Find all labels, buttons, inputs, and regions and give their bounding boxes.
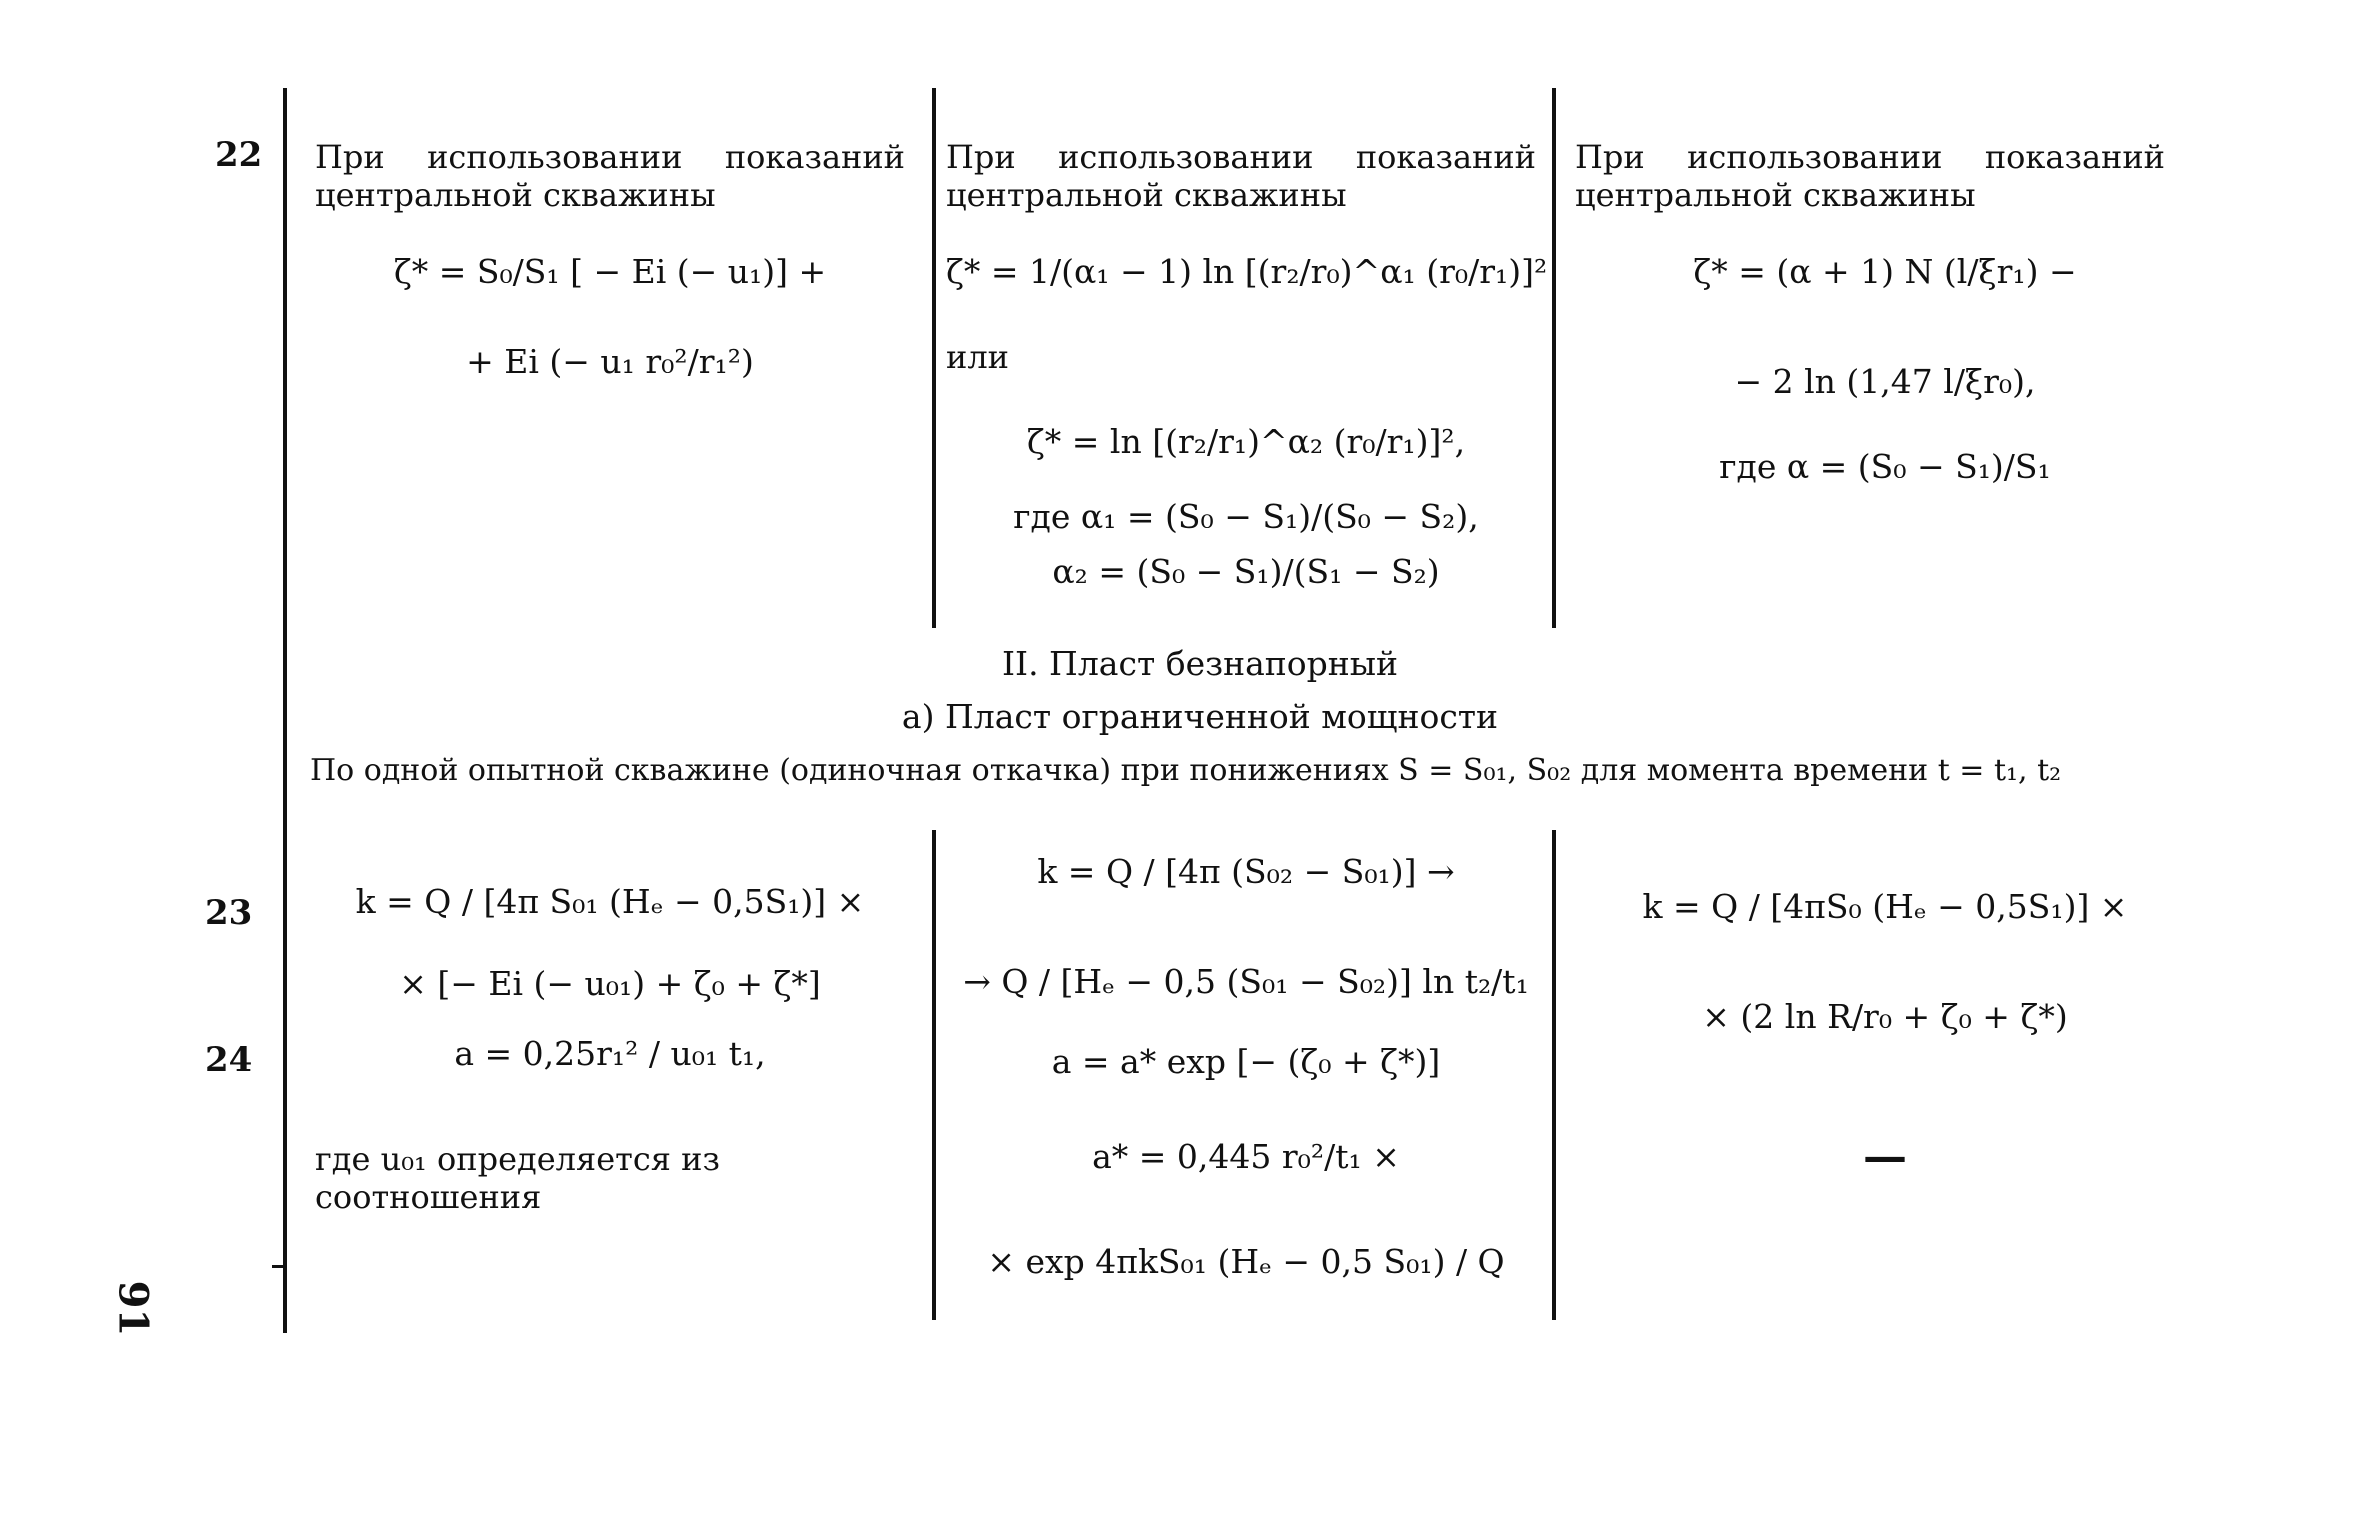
col3-heading	[1575, 138, 2165, 214]
heading-line1: При использовании показаний	[315, 138, 905, 176]
col1-heading	[315, 138, 905, 214]
page-number: 91	[109, 1280, 157, 1337]
left-tick	[272, 1265, 286, 1268]
row-number: 24	[205, 1040, 253, 1080]
r22-col3-formula-1: ζ* = (α + 1) N (l/ξr₁) −	[1693, 252, 2077, 291]
heading-line2: центральной скважины	[946, 176, 1347, 214]
heading-line1: При использовании показаний	[1575, 138, 2165, 176]
r24-col2-formula-2: a* = 0,445 r₀²/t₁ ×	[1092, 1137, 1400, 1176]
r24-col2-formula-3: × exp 4πkS₀₁ (Hₑ − 0,5 S₀₁) / Q	[987, 1242, 1505, 1281]
col-divider-2-top	[1552, 88, 1556, 628]
heading-line2: центральной скважины	[315, 176, 716, 214]
heading-line1: При использовании показаний	[946, 138, 1536, 176]
r23-col2-formula-2: → Q / [Hₑ − 0,5 (S₀₁ − S₀₂)] ln t₂/t₁	[963, 962, 1529, 1001]
r22-col2-where-2: α₂ = (S₀ − S₁)/(S₁ − S₂)	[1052, 552, 1440, 591]
r22-col2-formula-2: ζ* = ln [(r₂/r₁)^α₂ (r₀/r₁)]²,	[1026, 422, 1466, 461]
col-divider-1-top	[932, 88, 936, 628]
r24-col2-formula-1: a = a* exp [− (ζ₀ + ζ*)]	[1051, 1042, 1441, 1081]
row-number: 22	[215, 135, 263, 175]
col-divider-1-bottom	[932, 830, 936, 1320]
r23-col3-formula-1: k = Q / [4πS₀ (Hₑ − 0,5S₁)] ×	[1642, 887, 2128, 926]
r24-col3-dash: —	[1863, 1131, 1907, 1182]
r22-col1-formula-1: ζ* = S₀/S₁ [ − Ei (− u₁)] +	[393, 252, 827, 291]
r22-col2-where-1: где α₁ = (S₀ − S₁)/(S₀ − S₂),	[1013, 497, 1479, 536]
r23-col1-formula-2: × [− Ei (− u₀₁) + ζ₀ + ζ*]	[399, 964, 821, 1003]
r22-col3-where: где α = (S₀ − S₁)/S₁	[1719, 447, 2051, 486]
row-number: 23	[205, 893, 253, 933]
section-title: II. Пласт безнапорный	[1002, 644, 1398, 683]
r23-col3-formula-2: × (2 ln R/r₀ + ζ₀ + ζ*)	[1702, 997, 2068, 1036]
col2-heading	[946, 138, 1536, 214]
r22-col2-or: или	[946, 338, 1009, 376]
r24-col1-note: где u₀₁ определяется из соотношения	[315, 1140, 720, 1216]
section-subtitle: а) Пласт ограниченной мощности	[901, 697, 1499, 736]
r22-col1-formula-2: + Ei (− u₁ r₀²/r₁²)	[466, 342, 754, 381]
r23-col1-formula-1: k = Q / [4π S₀₁ (Hₑ − 0,5S₁)] ×	[355, 882, 865, 921]
heading-line2: центральной скважины	[1575, 176, 1976, 214]
r23-col2-formula-1: k = Q / [4π (S₀₂ − S₀₁)] →	[1037, 852, 1455, 891]
r22-col2-formula-1: ζ* = 1/(α₁ − 1) ln [(r₂/r₀)^α₁ (r₀/r₁)]²	[946, 252, 1548, 291]
r24-col1-formula: a = 0,25r₁² / u₀₁ t₁,	[454, 1034, 766, 1073]
col-divider-2-bottom	[1552, 830, 1556, 1320]
section-line: По одной опытной скважине (одиночная откачка) при понижениях S = S₀₁, S₀₂ для момента времени t = t₁, t₂	[310, 753, 2062, 788]
left-border-line	[283, 88, 287, 1333]
r22-col3-formula-2: − 2 ln (1,47 l/ξr₀),	[1734, 362, 2036, 401]
